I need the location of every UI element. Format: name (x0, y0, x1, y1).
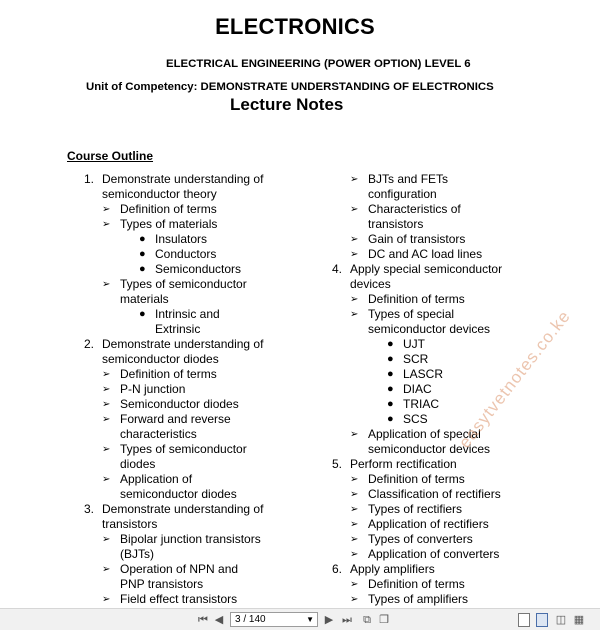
item-text: Definition of terms (120, 202, 217, 216)
item-text: transistors (102, 517, 158, 531)
item-text: Extrinsic (155, 322, 201, 336)
item-text: Intrinsic and (155, 307, 220, 321)
sub-item (332, 202, 562, 217)
sub-item-cont (332, 217, 562, 232)
arrow-bullet-icon: ➢ (350, 429, 359, 440)
item-text: UJT (403, 337, 425, 351)
sub-item (84, 442, 299, 457)
list-item (332, 457, 562, 472)
item-text: DIAC (403, 382, 432, 396)
sub-item (84, 532, 299, 547)
sub-item-cont (84, 457, 299, 472)
sub-item-cont (84, 427, 299, 442)
sub-sub-item (332, 382, 562, 397)
item-text: Demonstrate understanding of (102, 502, 264, 516)
arrow-bullet-icon: ➢ (350, 204, 359, 215)
item-text: SCS (403, 412, 428, 426)
item-text: PNP transistors (120, 577, 204, 591)
item-text: Apply amplifiers (350, 562, 435, 576)
arrow-bullet-icon: ➢ (102, 444, 111, 455)
sub-item (332, 172, 562, 187)
arrow-bullet-icon: ➢ (350, 579, 359, 590)
sub-item (84, 412, 299, 427)
list-item (332, 562, 562, 577)
arrow-bullet-icon: ➢ (350, 504, 359, 515)
viewer-toolbar (0, 608, 600, 630)
sub-item-cont (84, 487, 299, 502)
item-text: Apply special semiconductor (350, 262, 503, 276)
arrow-bullet-icon: ➢ (350, 309, 359, 320)
arrow-bullet-icon: ➢ (102, 369, 111, 380)
sub-item (332, 532, 562, 547)
item-number: 4. (332, 262, 343, 276)
item-text: Semiconductor diodes (120, 397, 239, 411)
list-item (84, 337, 299, 352)
sub-sub-item (84, 247, 299, 262)
item-text: Operation of NPN and (120, 562, 239, 576)
watermark: easytvetnotes.co.ke (455, 306, 575, 452)
item-text: Field effect transistors (120, 592, 238, 606)
chevron-down-icon: ▼ (306, 615, 314, 624)
sub-item (84, 397, 299, 412)
sub-item-cont (332, 187, 562, 202)
sub-item (332, 247, 562, 262)
sub-item (84, 382, 299, 397)
arrow-bullet-icon: ➢ (102, 399, 111, 410)
dot-bullet-icon: ● (387, 338, 394, 350)
list-item-cont (84, 352, 299, 367)
sub-item (332, 502, 562, 517)
item-text: Definition of terms (368, 292, 465, 306)
item-text: Types of converters (368, 532, 473, 546)
item-text: transistors (368, 217, 424, 231)
item-text: Semiconductors (155, 262, 242, 276)
dot-bullet-icon: ● (139, 263, 146, 275)
dot-bullet-icon: ● (387, 368, 394, 380)
last-page-icon[interactable]: ⏭ (342, 614, 352, 626)
item-text: Application of converters (368, 547, 500, 561)
item-number: 3. (84, 502, 95, 516)
pages-icon[interactable]: ❐ (379, 614, 389, 626)
sub-item (332, 232, 562, 247)
sub-item-cont (84, 292, 299, 307)
arrow-bullet-icon: ➢ (350, 489, 359, 500)
dot-bullet-icon: ● (387, 413, 394, 425)
unit-heading: Unit of Competency: DEMONSTRATE UNDERSTANDING OF ELECTRONICS (86, 81, 494, 93)
item-text: configuration (368, 187, 437, 201)
item-number: 5. (332, 457, 343, 471)
list-item-cont (84, 187, 299, 202)
item-text: P-N junction (120, 382, 186, 396)
sub-sub-item (84, 232, 299, 247)
item-text: semiconductor devices (368, 322, 491, 336)
dot-bullet-icon: ● (387, 353, 394, 365)
item-text: semiconductor diodes (120, 487, 237, 501)
item-text: Application of (120, 472, 193, 486)
arrow-bullet-icon: ➢ (350, 549, 359, 560)
list-item-cont (332, 277, 562, 292)
two-page-view-icon[interactable]: ◫ (555, 614, 567, 626)
item-text: Bipolar junction transistors (120, 532, 261, 546)
item-number: 1. (84, 172, 95, 186)
page-indicator: 3 / 140 (235, 614, 266, 625)
item-text: Types of special (368, 307, 455, 321)
item-text: LASCR (403, 367, 444, 381)
sub-item (84, 217, 299, 232)
item-text: TRIAC (403, 397, 439, 411)
item-text: SCR (403, 352, 429, 366)
item-text: Definition of terms (368, 472, 465, 486)
item-text: BJTs and FETs (368, 172, 449, 186)
arrow-bullet-icon: ➢ (350, 519, 359, 530)
page-selector[interactable] (230, 612, 318, 627)
course-outline-heading: Course Outline (67, 149, 154, 163)
item-text: Conductors (155, 247, 217, 261)
sub-sub-item (332, 397, 562, 412)
item-text: Types of rectifiers (368, 502, 463, 516)
arrow-bullet-icon: ➢ (350, 594, 359, 605)
item-text: Definition of terms (368, 577, 465, 591)
arrow-bullet-icon: ➢ (350, 249, 359, 260)
sub-item (332, 547, 562, 562)
item-number: 6. (332, 562, 343, 576)
item-text: diodes (120, 457, 156, 471)
item-text: Forward and reverse (120, 412, 231, 426)
sub-item-cont (84, 547, 299, 562)
arrow-bullet-icon: ➢ (350, 474, 359, 485)
arrow-bullet-icon: ➢ (102, 564, 111, 575)
arrow-bullet-icon: ➢ (102, 414, 111, 425)
sub-item (332, 517, 562, 532)
sub-item (84, 562, 299, 577)
grid-view-icon[interactable]: ▦ (573, 614, 585, 626)
first-page-icon[interactable]: ⏮ (198, 614, 208, 626)
sub-sub-item (84, 307, 299, 322)
next-page-icon[interactable]: ▶ (324, 614, 334, 626)
sub-sub-item-cont (84, 322, 299, 337)
item-text: materials (120, 292, 169, 306)
list-item (84, 502, 299, 517)
lecture-notes-heading: Lecture Notes (230, 95, 344, 114)
item-text: (BJTs) (120, 547, 154, 561)
item-text: Application of rectifiers (368, 517, 489, 531)
sub-item (332, 427, 562, 442)
list-item (84, 172, 299, 187)
document-title: ELECTRONICS (215, 14, 375, 39)
arrow-bullet-icon: ➢ (102, 219, 111, 230)
sub-item (84, 367, 299, 382)
sub-item (332, 592, 562, 607)
copy-icon[interactable]: ⧉ (363, 614, 371, 626)
arrow-bullet-icon: ➢ (350, 174, 359, 185)
sub-item (84, 472, 299, 487)
single-page-view-icon[interactable] (518, 613, 530, 627)
item-number: 2. (84, 337, 95, 351)
arrow-bullet-icon: ➢ (102, 384, 111, 395)
outline-right-column (332, 172, 562, 622)
arrow-bullet-icon: ➢ (102, 474, 111, 485)
item-text: Perform rectification (350, 457, 457, 471)
sub-item (332, 577, 562, 592)
sub-item (332, 292, 562, 307)
sub-item (84, 202, 299, 217)
dot-bullet-icon: ● (139, 233, 146, 245)
arrow-bullet-icon: ➢ (102, 594, 111, 605)
arrow-bullet-icon: ➢ (102, 204, 111, 215)
sub-item-cont (332, 322, 562, 337)
sub-item-cont (84, 577, 299, 592)
arrow-bullet-icon: ➢ (102, 279, 111, 290)
item-text: Definition of terms (120, 367, 217, 381)
item-text: Insulators (155, 232, 208, 246)
item-text: Characteristics of (368, 202, 461, 216)
sub-sub-item (84, 262, 299, 277)
sub-sub-item (332, 412, 562, 427)
program-heading: ELECTRICAL ENGINEERING (POWER OPTION) LEVEL 6 (166, 58, 471, 70)
sub-item (332, 307, 562, 322)
continuous-view-icon[interactable] (536, 613, 548, 627)
dot-bullet-icon: ● (387, 383, 394, 395)
item-text: semiconductor devices (368, 442, 491, 456)
item-text: semiconductor theory (102, 187, 217, 201)
item-text: Demonstrate understanding of (102, 172, 264, 186)
list-item-cont (84, 517, 299, 532)
item-text: Types of materials (120, 217, 218, 231)
item-text: Application of special (368, 427, 481, 441)
arrow-bullet-icon: ➢ (350, 534, 359, 545)
item-text: Types of semiconductor (120, 277, 247, 291)
list-item (332, 262, 562, 277)
dot-bullet-icon: ● (139, 248, 146, 260)
sub-item (84, 592, 299, 607)
item-text: characteristics (120, 427, 197, 441)
item-text: devices (350, 277, 391, 291)
dot-bullet-icon: ● (139, 308, 146, 320)
item-text: DC and AC load lines (368, 247, 483, 261)
arrow-bullet-icon: ➢ (102, 534, 111, 545)
item-text: semiconductor diodes (102, 352, 219, 366)
dot-bullet-icon: ● (387, 398, 394, 410)
sub-item-cont (332, 442, 562, 457)
sub-item (332, 487, 562, 502)
item-text: Classification of rectifiers (368, 487, 501, 501)
outline-left-column (84, 172, 299, 622)
sub-item (332, 472, 562, 487)
item-text: Gain of transistors (368, 232, 466, 246)
sub-item (84, 277, 299, 292)
arrow-bullet-icon: ➢ (350, 294, 359, 305)
arrow-bullet-icon: ➢ (350, 234, 359, 245)
item-text: Types of semiconductor (120, 442, 247, 456)
item-text: Types of amplifiers (368, 592, 469, 606)
previous-page-icon[interactable]: ◀ (214, 614, 224, 626)
item-text: Demonstrate understanding of (102, 337, 264, 351)
